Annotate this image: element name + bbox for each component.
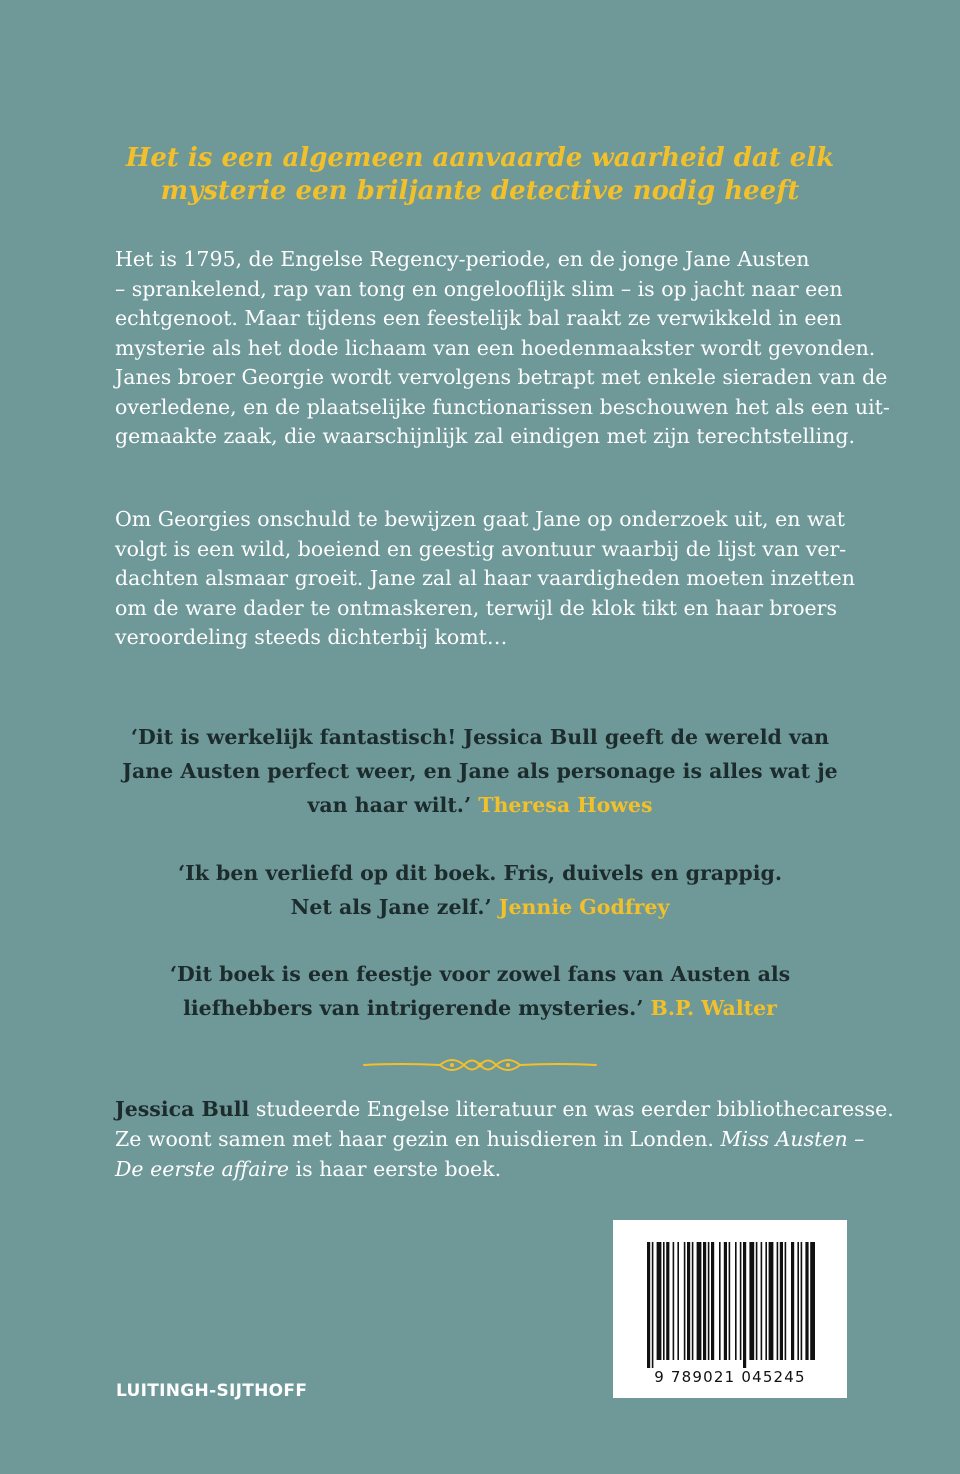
text-line: – sprankelend, rap van tong en ongelooflijk slim – is op jacht naar een: [115, 276, 843, 301]
review-quote-2: [0, 856, 960, 924]
text-line: gemaakte zaak, die waarschijnlijk zal eindigen met zijn terechtstelling.: [115, 424, 856, 448]
barcode-bar: [666, 1242, 669, 1360]
quote-text: liefhebbers van intrigerende mysteries.’: [183, 996, 644, 1020]
barcode-bar: [729, 1242, 731, 1360]
barcode-bar: [765, 1242, 767, 1360]
barcode-bar: [756, 1242, 758, 1360]
barcode-bar: [663, 1242, 665, 1360]
publisher-logo: LUITINGH-SIJTHOFF: [116, 1381, 308, 1401]
author-bio: [115, 1094, 894, 1184]
quote-attribution: Theresa Howes: [478, 793, 653, 817]
tagline: [0, 142, 960, 208]
barcode-bar: [805, 1242, 808, 1360]
barcode-bar: [797, 1242, 799, 1360]
synopsis-paragraph-2: [115, 505, 855, 653]
review-quote-3: [0, 957, 960, 1025]
quote-attribution: B.P. Walter: [650, 996, 777, 1020]
barcode: [613, 1220, 847, 1398]
tagline-line: mysterie een briljante detective nodig heeft: [160, 176, 800, 206]
book-title-part: De eerste affaire: [115, 1157, 290, 1181]
barcode-bar: [677, 1242, 679, 1360]
text-line: dachten alsmaar groeit. Jane zal al haar vaardigheden moeten inzetten: [115, 566, 855, 590]
barcode-bar: [647, 1242, 650, 1368]
bio-line: [115, 1094, 894, 1124]
quote-line: Jane Austen perfect weer, en Jane als personage is alles wat je: [122, 759, 838, 783]
barcode-bar: [684, 1242, 686, 1360]
quote-line: ‘Dit is werkelijk fantastisch! Jessica Bull geeft de wereld van: [130, 725, 830, 749]
isbn-number: 9 789021 045245: [654, 1368, 806, 1386]
barcode-bar: [711, 1242, 714, 1360]
text-line: overledene, en de plaatselijke functionarissen beschouwen het als een uit-: [115, 394, 890, 419]
barcode-bar: [761, 1242, 763, 1360]
barcode-bar: [724, 1242, 727, 1360]
bio-text: Ze woont samen met haar gezin en huisdieren in Londen.: [115, 1127, 721, 1151]
barcode-bar: [719, 1242, 721, 1360]
author-name: Jessica Bull: [115, 1097, 250, 1121]
barcode-bar: [769, 1242, 774, 1360]
quote-text: Net als Jane zelf.’: [290, 895, 492, 919]
barcode-bar: [703, 1242, 706, 1360]
barcode-bar: [673, 1242, 675, 1360]
text-line: Het is 1795, de Engelse Regency-periode, en de jonge Jane Austen: [115, 247, 810, 271]
quote-line: ‘Ik ben verliefd op dit boek. Fris, duivels en grappig.: [177, 861, 783, 885]
text-line: mysterie als het dode lichaam van een hoedenmaakster wordt gevonden.: [115, 335, 876, 360]
ornament-divider-icon: [360, 1052, 600, 1078]
barcode-bar: [777, 1242, 779, 1360]
text-line: Om Georgies onschuld te bewijzen gaat Jane op onderzoek uit, en wat: [115, 507, 845, 531]
quote-line-with-attribution: [0, 890, 960, 924]
quote-line-with-attribution: [0, 991, 960, 1025]
barcode-bar: [749, 1242, 754, 1360]
text-line: veroordeling steeds dichterbij komt…: [115, 625, 508, 649]
barcode-bar: [697, 1242, 702, 1360]
bio-text: studeerde Engelse literatuur en was eerder bibliothecaresse.: [249, 1097, 894, 1121]
review-quote-1: [0, 720, 960, 822]
barcode-bar: [657, 1242, 662, 1360]
bio-line: [115, 1154, 855, 1184]
barcode-bar: [785, 1242, 787, 1360]
barcode-bar: [687, 1242, 690, 1360]
text-line: Janes broer Georgie wordt vervolgens betrapt met enkele sieraden van de: [115, 365, 888, 389]
book-title-part: Miss Austen –: [720, 1127, 865, 1151]
synopsis-paragraph-1: [115, 245, 890, 452]
quote-line: ‘Dit boek is een feestje voor zowel fans van Austen als: [169, 962, 791, 986]
barcode-bar: [735, 1242, 737, 1360]
barcode-bar: [743, 1242, 746, 1368]
text-line: om de ware dader te ontmaskeren, terwijl de klok tikt en haar broers: [115, 595, 838, 620]
barcode-bar: [740, 1242, 742, 1360]
bio-text: is haar eerste boek.: [289, 1157, 502, 1181]
text-line: volgt is een wild, boeiend en geestig avontuur waarbij de lijst van ver-: [115, 536, 847, 561]
quote-text: van haar wilt.’: [307, 793, 472, 817]
barcode-bar: [692, 1242, 694, 1360]
barcode-bar: [780, 1242, 783, 1360]
barcode-bar: [810, 1242, 815, 1360]
tagline-line: Het is een algemeen aanvaarde waarheid dat elk: [125, 143, 835, 173]
quote-line-with-attribution: [0, 788, 960, 822]
barcode-bar: [652, 1242, 654, 1368]
text-line: echtgenoot. Maar tijdens een feestelijk bal raakt ze verwikkeld in een: [115, 306, 842, 330]
quote-attribution: Jennie Godfrey: [498, 895, 670, 919]
barcode-bar: [791, 1242, 794, 1360]
bio-line: [115, 1124, 865, 1154]
barcode-bar: [801, 1242, 803, 1360]
barcode-bars-icon: [613, 1220, 847, 1370]
barcode-bar: [708, 1242, 710, 1360]
